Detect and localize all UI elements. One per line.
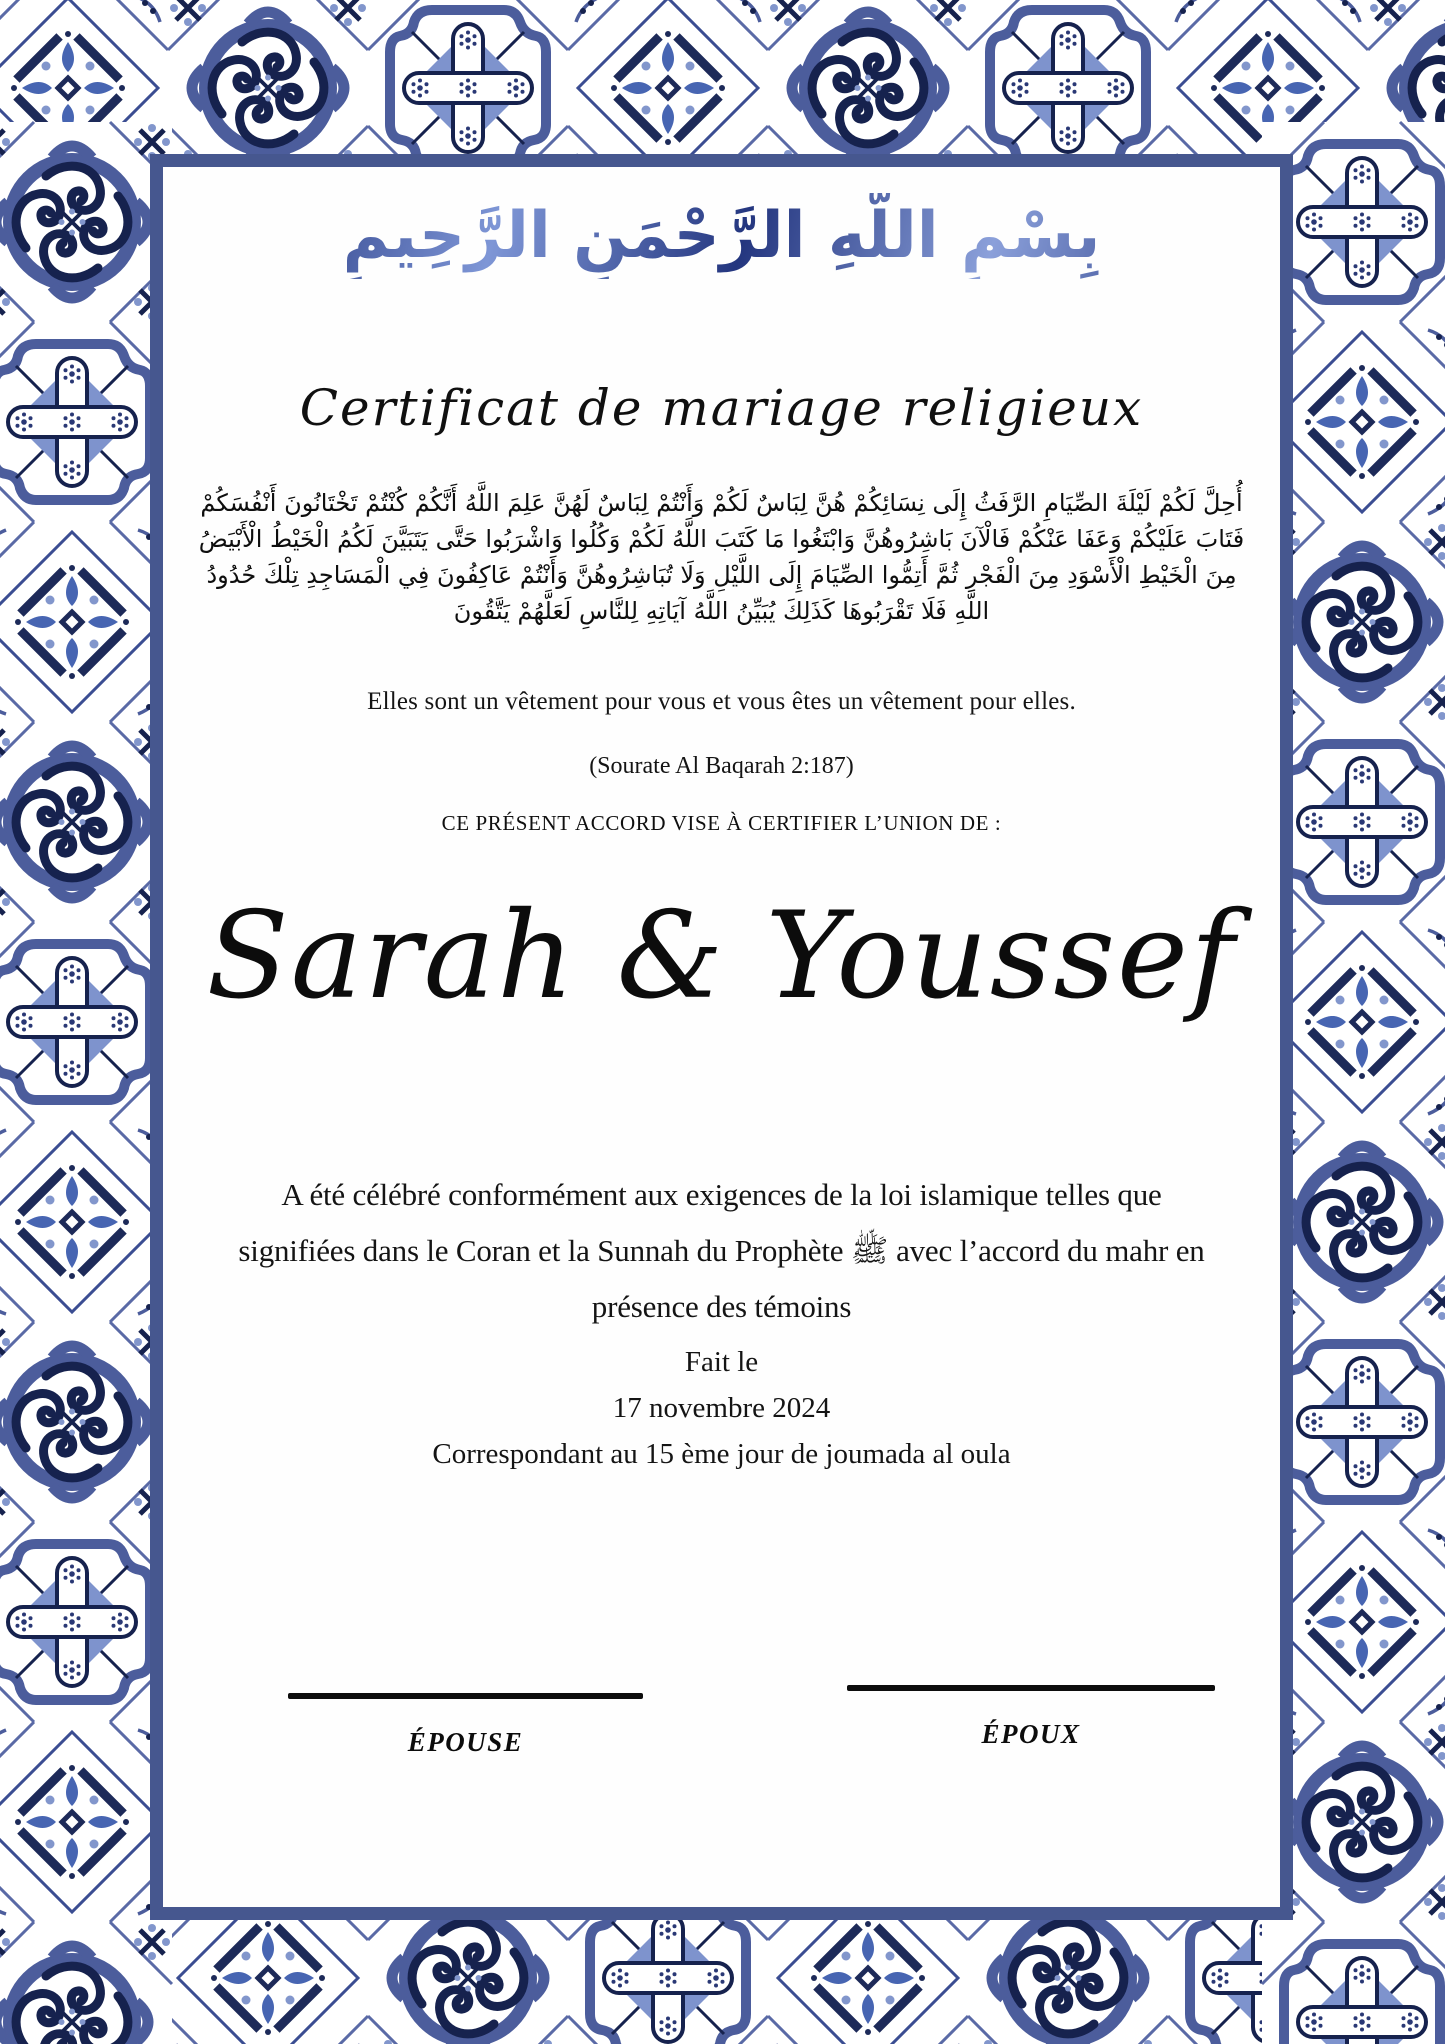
azulejo-tile [0,522,172,722]
verse-translation-block [163,657,1280,809]
azulejo-tile [0,322,172,522]
bride-signature-line[interactable] [288,1693,643,1699]
azulejo-tile [0,122,172,322]
certificate-title: Certificat de mariage religieux [299,379,1144,437]
date-gregorian: 17 novembre 2024 [612,1392,831,1424]
verse-reference: (Sourate Al Baqarah 2:187) [589,753,854,779]
azulejo-tile [0,1922,172,2044]
azulejo-tile [0,1522,172,1722]
azulejo-tile [0,922,172,1122]
azulejo-tile [0,1722,172,1922]
date-hijri: Correspondant au 15 ème jour de joumada al oula [432,1438,1011,1470]
union-statement: CE PRÉSENT ACCORD VISE À CERTIFIER L’UNION DE : [441,811,1002,835]
quran-verse-arabic: أُحِلَّ لَكُمْ لَيْلَةَ الصِّيَامِ الرَّفَثُ إِلَى نِسَائِكُمْ هُنَّ لِبَاسٌ لَكُمْ وَأَنْتُمْ لِبَاسٌ لَهُنَّ عَلِمَ اللَّهُ أَنَّكُمْ كُنْتُمْ تَخْتَانُونَ أَنْفُسَكُمْ فَتَابَ عَلَيْكُمْ وَعَفَا عَنْكُمْ فَالْآنَ بَاشِرُوهُنَّ وَابْتَغُوا مَا كَتَبَ اللَّهُ لَكُمْ وَكُلُوا وَاشْرَبُوا حَتَّى يَتَبَيَّنَ لَكُمُ الْخَيْطُ الْأَبْيَضُ مِنَ الْخَيْطِ الْأَسْوَدِ مِنَ الْفَجْرِ ثُمَّ أَتِمُّوا الصِّيَامَ إِلَى اللَّيْلِ وَلَا تُبَاشِرُوهُنَّ وَأَنْتُمْ عَاكِفُونَ فِي الْمَسَاجِدِ تِلْكَ حُدُودُ اللَّهِ فَلَا تَقْرَبُوهَا كَذَلِكَ يُبَيِّنُ اللَّهُ آيَاتِهِ لِلنَّاسِ لَعَلَّهُمْ يَتَّقُونَ [198,489,1245,625]
celebration-statement: A été célébré conformément aux exigences de la loi islamique telles que signifiées dans le Coran et la Sunnah du Prophète ﷺ avec l’accord du mahr en présence des témoins [238,1177,1205,1324]
date-block [163,1339,1280,1477]
azulejo-tile [0,1122,172,1322]
bride-signature-block [288,1693,643,1758]
date-intro: Fait le [684,1346,759,1378]
azulejo-tile [0,1322,172,1522]
bride-signature-label: ÉPOUSE [407,1727,524,1757]
bismillah-calligraphy: بِسْمِ اللَّهِ الرَّحْمَنِ الرَّحِيمِ [163,193,1280,279]
groom-signature-line[interactable] [847,1685,1215,1691]
verse-translation: Elles sont un vêtement pour vous et vous êtes un vêtement pour elles. [367,688,1076,715]
signature-section [163,1693,1280,1813]
azulejo-tile [0,722,172,922]
groom-signature-label: ÉPOUX [981,1719,1081,1749]
certificate-panel [150,154,1293,1920]
couple-names: Sarah & Youssef [206,887,1237,1026]
azulejo-tile [1262,1922,1445,2044]
groom-signature-block [847,1685,1215,1750]
